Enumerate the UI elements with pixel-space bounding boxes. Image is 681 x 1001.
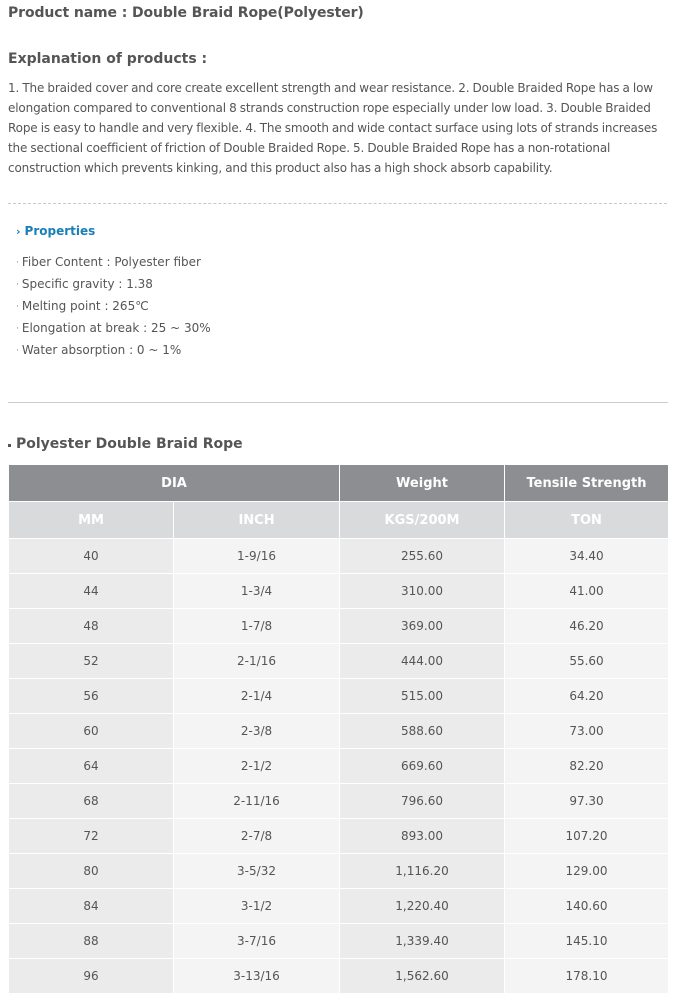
dotted-divider xyxy=(8,203,667,204)
explanation-text: 1. The braided cover and core create excellent strength and wear resistance. 2. Double Braided Rope has a low elongation compared to conventional 8 strands construction rope especially under low load. 3. Double Braided Rope is easy to handle and very flexible. 4. The smooth and wide contact surface using lots of strands increases the sectional coefficient of friction of Double Braided Rope. 5. Double Braided Rope has a non-rotational construction which prevents kinking, and this product also has a high shock absorb capability. xyxy=(8,81,658,175)
header-dia: DIA xyxy=(9,465,340,502)
cell-inch: 2-3/8 xyxy=(174,714,340,749)
table-subheader-row xyxy=(9,502,669,539)
bullet-icon: · xyxy=(16,280,19,290)
cell-weight: 1,116.20 xyxy=(340,854,505,889)
property-item xyxy=(16,252,211,274)
cell-mm: 84 xyxy=(9,889,174,924)
property-label: Water absorption : 0 ~ 1% xyxy=(21,343,182,357)
property-item xyxy=(16,296,211,318)
property-label: Fiber Content : Polyester fiber xyxy=(21,255,201,269)
cell-weight: 1,562.60 xyxy=(340,959,505,994)
cell-weight: 444.00 xyxy=(340,644,505,679)
cell-inch: 2-11/16 xyxy=(174,784,340,819)
cell-weight: 588.60 xyxy=(340,714,505,749)
table-row xyxy=(9,539,669,574)
cell-inch: 3-5/32 xyxy=(174,854,340,889)
spec-table xyxy=(8,464,669,994)
property-label: Specific gravity : 1.38 xyxy=(21,277,153,291)
cell-mm: 88 xyxy=(9,924,174,959)
cell-weight: 515.00 xyxy=(340,679,505,714)
cell-mm: 64 xyxy=(9,749,174,784)
table-row xyxy=(9,679,669,714)
cell-ton: 145.10 xyxy=(505,924,669,959)
subheader-ton: TON xyxy=(505,502,669,539)
table-body xyxy=(9,539,669,994)
section-divider xyxy=(8,402,668,403)
subheader-inch: INCH xyxy=(174,502,340,539)
property-item xyxy=(16,274,211,296)
subheader-kgs: KGS/200M xyxy=(340,502,505,539)
cell-inch: 1-9/16 xyxy=(174,539,340,574)
bullet-icon: · xyxy=(16,302,19,312)
cell-weight: 1,220.40 xyxy=(340,889,505,924)
cell-ton: 46.20 xyxy=(505,609,669,644)
table-row xyxy=(9,644,669,679)
cell-weight: 310.00 xyxy=(340,574,505,609)
bullet-icon: · xyxy=(16,346,19,356)
cell-inch: 2-7/8 xyxy=(174,819,340,854)
cell-inch: 1-3/4 xyxy=(174,574,340,609)
bullet-icon: · xyxy=(16,324,19,334)
cell-mm: 52 xyxy=(9,644,174,679)
cell-inch: 3-7/16 xyxy=(174,924,340,959)
table-row xyxy=(9,714,669,749)
table-row xyxy=(9,924,669,959)
cell-inch: 3-13/16 xyxy=(174,959,340,994)
cell-mm: 40 xyxy=(9,539,174,574)
cell-mm: 60 xyxy=(9,714,174,749)
cell-weight: 669.60 xyxy=(340,749,505,784)
cell-weight: 893.00 xyxy=(340,819,505,854)
cell-ton: 178.10 xyxy=(505,959,669,994)
square-bullet-icon xyxy=(8,444,11,447)
cell-inch: 1-7/8 xyxy=(174,609,340,644)
table-title-text: Polyester Double Braid Rope xyxy=(16,436,243,452)
chevron-right-icon: › xyxy=(16,224,21,238)
bullet-icon: · xyxy=(16,258,19,268)
properties-heading xyxy=(16,224,95,238)
cell-inch: 2-1/4 xyxy=(174,679,340,714)
cell-mm: 48 xyxy=(9,609,174,644)
table-row xyxy=(9,574,669,609)
header-tensile-strength: Tensile Strength xyxy=(505,465,669,502)
cell-mm: 72 xyxy=(9,819,174,854)
cell-ton: 73.00 xyxy=(505,714,669,749)
cell-ton: 55.60 xyxy=(505,644,669,679)
table-row xyxy=(9,959,669,994)
property-item xyxy=(16,340,211,362)
cell-ton: 82.20 xyxy=(505,749,669,784)
cell-ton: 34.40 xyxy=(505,539,669,574)
cell-mm: 80 xyxy=(9,854,174,889)
cell-inch: 2-1/2 xyxy=(174,749,340,784)
cell-ton: 107.20 xyxy=(505,819,669,854)
cell-inch: 3-1/2 xyxy=(174,889,340,924)
cell-mm: 96 xyxy=(9,959,174,994)
cell-mm: 56 xyxy=(9,679,174,714)
table-row xyxy=(9,854,669,889)
table-row xyxy=(9,749,669,784)
table-row xyxy=(9,889,669,924)
property-label: Melting point : 265℃ xyxy=(21,299,149,313)
table-header-row xyxy=(9,465,669,502)
cell-ton: 129.00 xyxy=(505,854,669,889)
cell-mm: 68 xyxy=(9,784,174,819)
subheader-mm: MM xyxy=(9,502,174,539)
cell-weight: 1,339.40 xyxy=(340,924,505,959)
table-title xyxy=(8,436,243,452)
table-row xyxy=(9,609,669,644)
product-name-heading: Product name : Double Braid Rope(Polyester) xyxy=(8,5,364,21)
properties-list xyxy=(16,252,211,362)
cell-mm: 44 xyxy=(9,574,174,609)
properties-title: Properties xyxy=(24,224,96,238)
cell-ton: 64.20 xyxy=(505,679,669,714)
explanation-heading: Explanation of products : xyxy=(8,51,208,67)
cell-weight: 369.00 xyxy=(340,609,505,644)
header-weight: Weight xyxy=(340,465,505,502)
cell-ton: 41.00 xyxy=(505,574,669,609)
cell-weight: 255.60 xyxy=(340,539,505,574)
property-label: Elongation at break : 25 ~ 30% xyxy=(21,321,211,335)
cell-ton: 97.30 xyxy=(505,784,669,819)
cell-inch: 2-1/16 xyxy=(174,644,340,679)
cell-weight: 796.60 xyxy=(340,784,505,819)
cell-ton: 140.60 xyxy=(505,889,669,924)
table-row xyxy=(9,784,669,819)
property-item xyxy=(16,318,211,340)
table-row xyxy=(9,819,669,854)
